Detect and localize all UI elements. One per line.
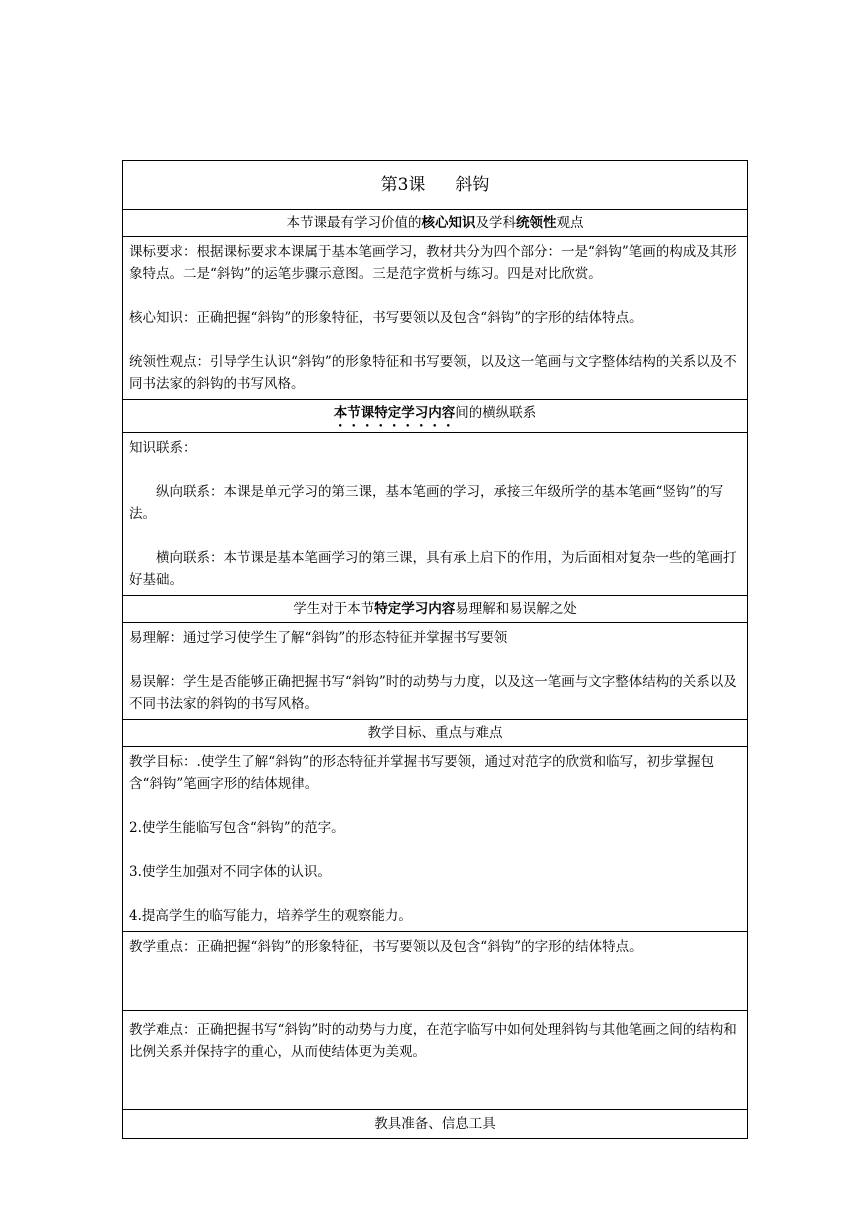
- unifying-viewpoint: 统领性观点：引导学生认识“斜钩”的形象特征和书写要领，以及这一笔画与文字整体结构的关系以及不同书法家的斜钩的书写风格。: [129, 354, 737, 392]
- section-understanding-header: [123, 596, 748, 623]
- section-tools-header: 教具准备、信息工具: [123, 1110, 748, 1139]
- section-core-knowledge-header: [123, 210, 748, 237]
- horizontal-connection: 横向联系：本节课是基本笔画学习的第三课，具有承上启下的作用，为后面相对复杂一些的笔画打好基础。: [129, 550, 737, 588]
- header-bold-text: 本节课特定学习内容: [333, 405, 456, 421]
- header-bold-text: 特定学习内容: [374, 601, 456, 617]
- knowledge-connection-label: 知识联系：: [129, 440, 197, 456]
- header-text: 易理解和易误解之处: [455, 601, 577, 617]
- header-text: 本节课最有学习价值的: [286, 215, 422, 231]
- core-knowledge: 核心知识：正确把握“斜钩”的形象特征，书写要领以及包含“斜钩”的字形的结体特点。: [129, 310, 643, 326]
- section-connections-header: [123, 400, 748, 433]
- lesson-name: 斜钩: [455, 175, 490, 195]
- lesson-number: 第3课: [380, 175, 426, 195]
- teaching-goal-1: 教学目标：.使学生了解“斜钩”的形态特征并掌握书写要领，通过对范字的欣赏和临写，初步掌握包含“斜钩”笔画字形的结体规律。: [129, 754, 715, 792]
- header-text: 间的横纵联系: [455, 405, 537, 421]
- header-bold-text: 统领性: [516, 215, 557, 231]
- key-point-text: 教学重点：正确把握“斜钩”的形象特征，书写要领以及包含“斜钩”的字形的结体特点。: [129, 939, 643, 955]
- easy-to-understand: 易理解：通过学习使学生了解“斜钩”的形态特征并掌握书写要领: [129, 630, 508, 646]
- teaching-goal-3: 3.使学生加强对不同字体的认识。: [129, 864, 331, 880]
- lesson-plan-table: [122, 160, 748, 1139]
- teaching-difficulty: [123, 1011, 748, 1110]
- easy-to-misunderstand: 易误解：学生是否能够正确把握书写“斜钩”时的动势与力度，以及这一笔画与文字整体结构的关系以及不同书法家的斜钩的书写风格。: [129, 674, 737, 712]
- section-goals-body: [123, 747, 748, 932]
- lesson-title: [123, 161, 748, 210]
- curriculum-requirement: 课标要求：根据课标要求本课属于基本笔画学习，教材共分为四个部分：一是“斜钩”笔画的构成及其形象特点。二是“斜钩”的运笔步骤示意图。三是范字赏析与练习。四是对比欣赏。: [129, 244, 737, 282]
- teaching-key-point: [123, 932, 748, 1011]
- teaching-goal-4: 4.提高学生的临写能力，培养学生的观察能力。: [129, 908, 412, 924]
- header-text: 及学科: [475, 215, 516, 231]
- vertical-connection: 纵向联系：本课是单元学习的第三课，基本笔画的学习，承接三年级所学的基本笔画“竖钩”的写法。: [129, 484, 724, 522]
- section-connections-body: [123, 433, 748, 596]
- section-core-knowledge-body: [123, 237, 748, 400]
- header-text: 观点: [556, 215, 584, 231]
- section-goals-header: 教学目标、重点与难点: [123, 720, 748, 747]
- teaching-goal-2: 2.使学生能临写包含“斜钩”的范字。: [129, 820, 345, 836]
- header-bold-text: 核心知识: [421, 215, 476, 231]
- section-understanding-body: [123, 623, 748, 720]
- header-text: 学生对于本节: [293, 601, 375, 617]
- difficulty-text: 教学难点：正确把握书写“斜钩”时的动势与力度，在范字临写中如何处理斜钩与其他笔画之间的结构和比例关系并保持字的重心，从而使结体更为美观。: [129, 1022, 737, 1060]
